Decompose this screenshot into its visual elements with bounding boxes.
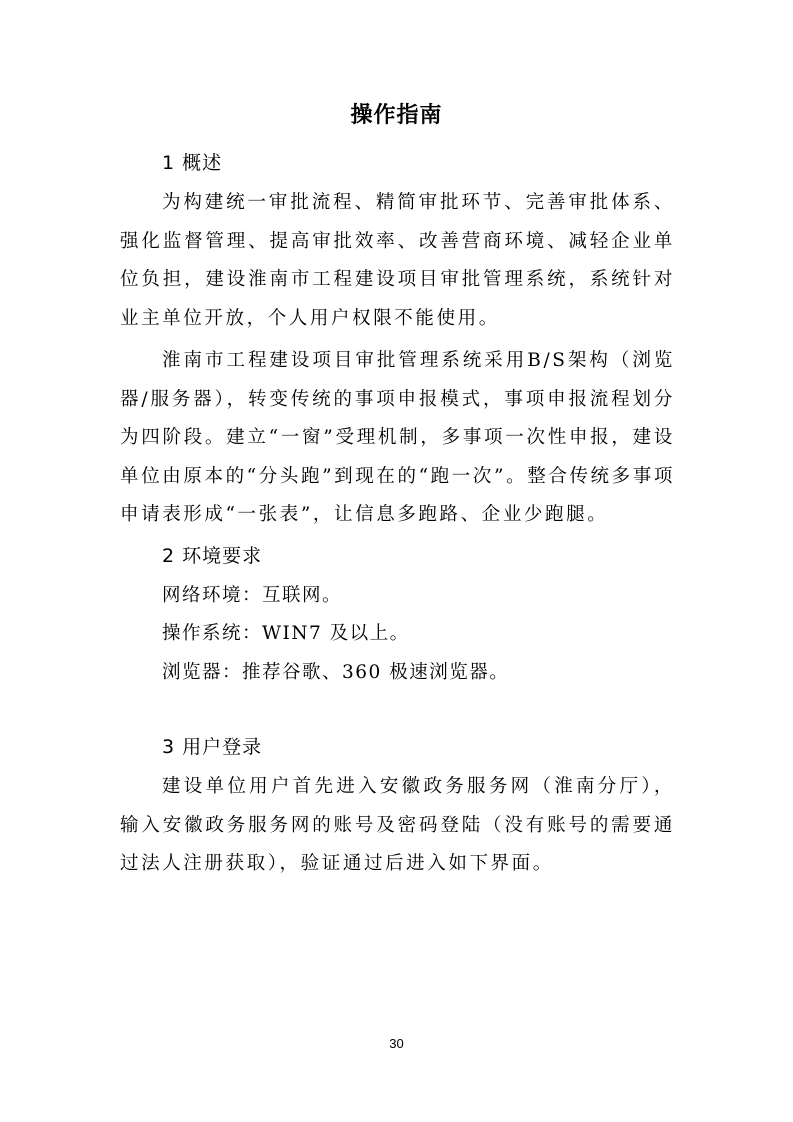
section-login [120,730,675,884]
paragraph: 为构建统一审批流程、精简审批环节、完善审批体系、强化监督管理、提高审批效率、改善营商环境、减轻企业单位负担，建设淮南市工程建设项目审批管理系统，系统针对业主单位开放，个人用户权限不能使用。 [120,192,675,329]
section-heading: 1 概述 [162,152,223,174]
requirement-browser: 浏览器：推荐谷歌、360 极速浏览器。 [162,661,510,683]
document-body [120,146,675,884]
paragraph: 建设单位用户首先进入安徽政务服务网（淮南分厅），输入安徽政务服务网的账号及密码登陆（没有账号的需要通过法人注册获取），验证通过后进入如下界面。 [120,776,675,874]
section-heading: 3 用户登录 [162,736,263,758]
page-number: 30 [389,1036,404,1051]
page-title: 操作指南 [350,103,443,128]
section-heading: 2 环境要求 [162,544,263,567]
section-environment [120,539,675,693]
section-overview [120,146,675,535]
requirement-network: 网络环境：互联网。 [162,584,343,606]
paragraph: 淮南市工程建设项目审批管理系统采用B/S架构（浏览器/服务器），转变传统的事项申报模式，事项申报流程划分为四阶段。建立“一窗”受理机制，多事项一次性申报，建设单位由原本的“分头跑”到现在的“跑一次”。整合传统多事项申请表形成“一张表”，让信息多跑路、企业少跑腿。 [120,350,675,525]
requirement-os: 操作系统：WIN7 及以上。 [162,623,410,644]
